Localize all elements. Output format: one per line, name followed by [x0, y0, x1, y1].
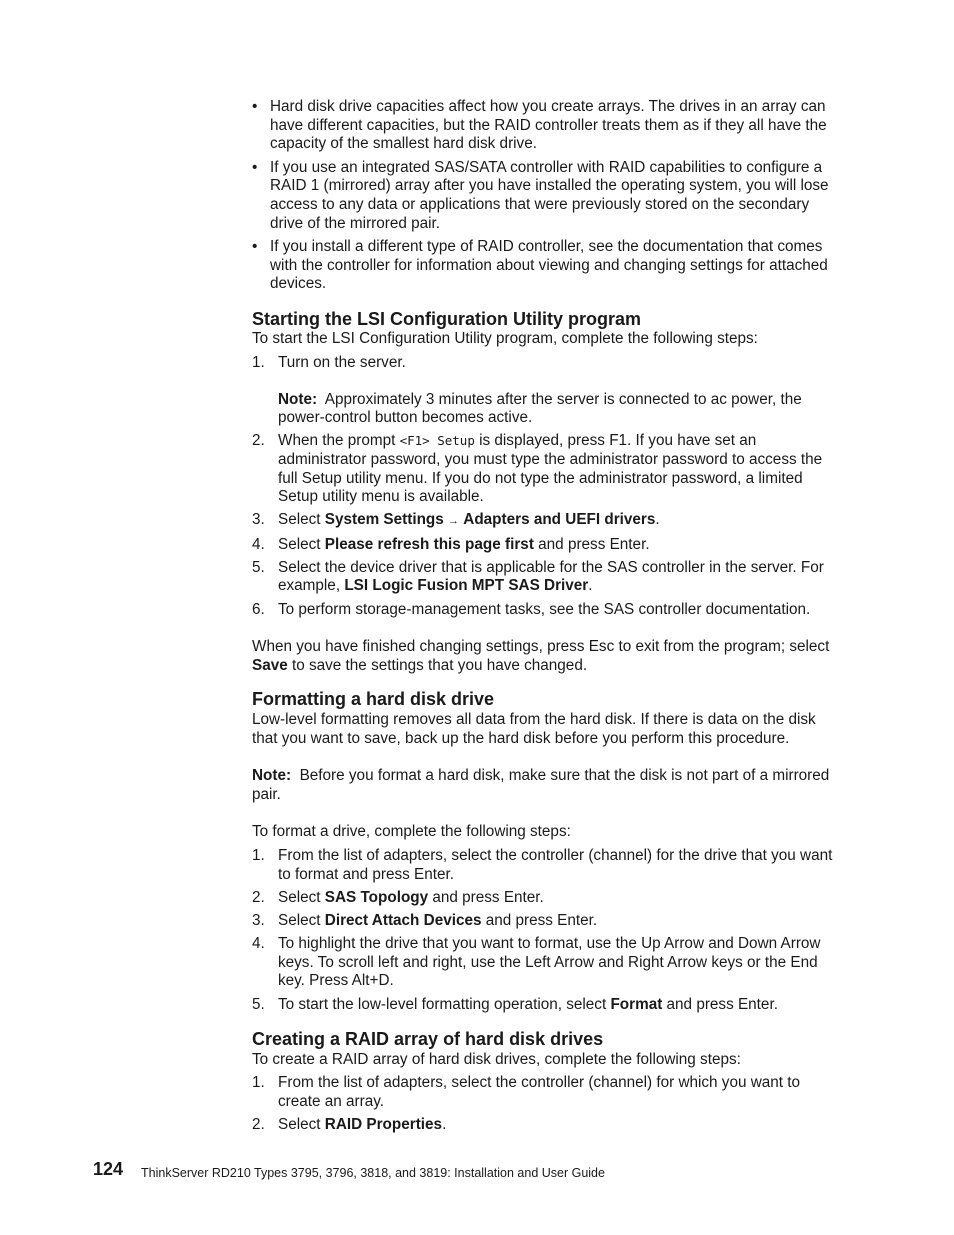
arrow-right-icon: →: [448, 515, 460, 528]
bullet-list: [252, 98, 844, 299]
section-heading-raid: Creating a RAID array of hard disk drives: [252, 1029, 604, 1049]
section-intro: Low-level formatting removes all data from the hard disk. If there is data on the disk that you want to save, back up the hard disk before you perform this procedure.: [252, 711, 816, 747]
steps-intro: To format a drive, complete the following steps:: [252, 823, 571, 840]
list-item: • Hard disk drive capacities affect how you create arrays. The drives in an array can have different capacities, but the RAID controller treats them as if they all have the capacity of the smallest hard disk drive.: [252, 98, 827, 153]
list-item: • If you use an integrated SAS/SATA controller with RAID capabilities to configure a RAID 1 (mirrored) array after you have installed the operating system, you will lose access to any data or applications that were previously stored on the secondary drive of the mirrored pair.: [252, 158, 829, 232]
bullet-icon: •: [252, 158, 258, 176]
footer-title: ThinkServer RD210 Types 3795, 3796, 3818, and 3819: Installation and User Guide: [141, 1166, 605, 1180]
code-prompt: <F1> Setup: [399, 433, 475, 449]
bullet-icon: •: [252, 98, 258, 115]
list-item: 5. To start the low-level formatting operation, select Format and press Enter.: [252, 995, 778, 1013]
bullet-icon: •: [252, 238, 258, 256]
list-item: 4. Select Please refresh this page first and press Enter.: [252, 535, 650, 553]
list-item: 5. Select the device driver that is applicable for the SAS controller in the server. For example, LSI Logic Fusion MPT SAS Driver.: [252, 558, 824, 595]
list-item: 2. When the prompt <F1> Setup is displayed, press F1. If you have set an administrator password, you must type the administrator password to access the full Setup utility menu. If you do not type the administrator password, a limited Setup utility menu is available.: [252, 432, 823, 506]
note: Note: Before you format a hard disk, make sure that the disk is not part of a mirrored pair.: [252, 767, 830, 803]
list-item: 1. Turn on the server. Note: Approximately 3 minutes after the server is connected to ac power, the power-control button becomes active.: [252, 354, 844, 428]
steps-list-lsi: [252, 354, 844, 624]
list-item: 2. Select RAID Properties.: [252, 1115, 447, 1133]
closing-paragraph: When you have finished changing settings, press Esc to exit from the program; select Save to save the settings that you have changed.: [252, 638, 830, 674]
note: Note: Approximately 3 minutes after the server is connected to ac power, the power-control button becomes active.: [278, 390, 802, 427]
list-item: 3. Select Direct Attach Devices and press Enter.: [252, 911, 598, 929]
list-item: 4. To highlight the drive that you want to format, use the Up Arrow and Down Arrow keys. To scroll left and right, use the Left Arrow and Right Arrow keys or the End key. Press Alt+D.: [252, 935, 821, 990]
list-item: 2. Select SAS Topology and press Enter.: [252, 888, 544, 906]
section-intro: To create a RAID array of hard disk drives, complete the following steps:: [252, 1051, 741, 1068]
page-number: 124: [93, 1159, 124, 1179]
section-intro: To start the LSI Configuration Utility program, complete the following steps:: [252, 330, 758, 347]
list-item: 1. From the list of adapters, select the controller (channel) for which you want to create an array.: [252, 1074, 801, 1110]
list-item: 6. To perform storage-management tasks, see the SAS controller documentation.: [252, 600, 811, 618]
steps-list-raid: [252, 1074, 844, 1139]
section-heading-formatting: Formatting a hard disk drive: [252, 689, 495, 709]
list-item: • If you install a different type of RAID controller, see the documentation that comes with the controller for information about viewing and changing settings for attached devices.: [252, 238, 828, 293]
section-heading-lsi: Starting the LSI Configuration Utility program: [252, 309, 641, 329]
list-item: 3. Select System Settings → Adapters and UEFI drivers.: [252, 511, 660, 529]
list-item: 1. From the list of adapters, select the controller (channel) for the drive that you want to format and press Enter.: [252, 847, 833, 883]
steps-list-formatting: [252, 847, 844, 1019]
